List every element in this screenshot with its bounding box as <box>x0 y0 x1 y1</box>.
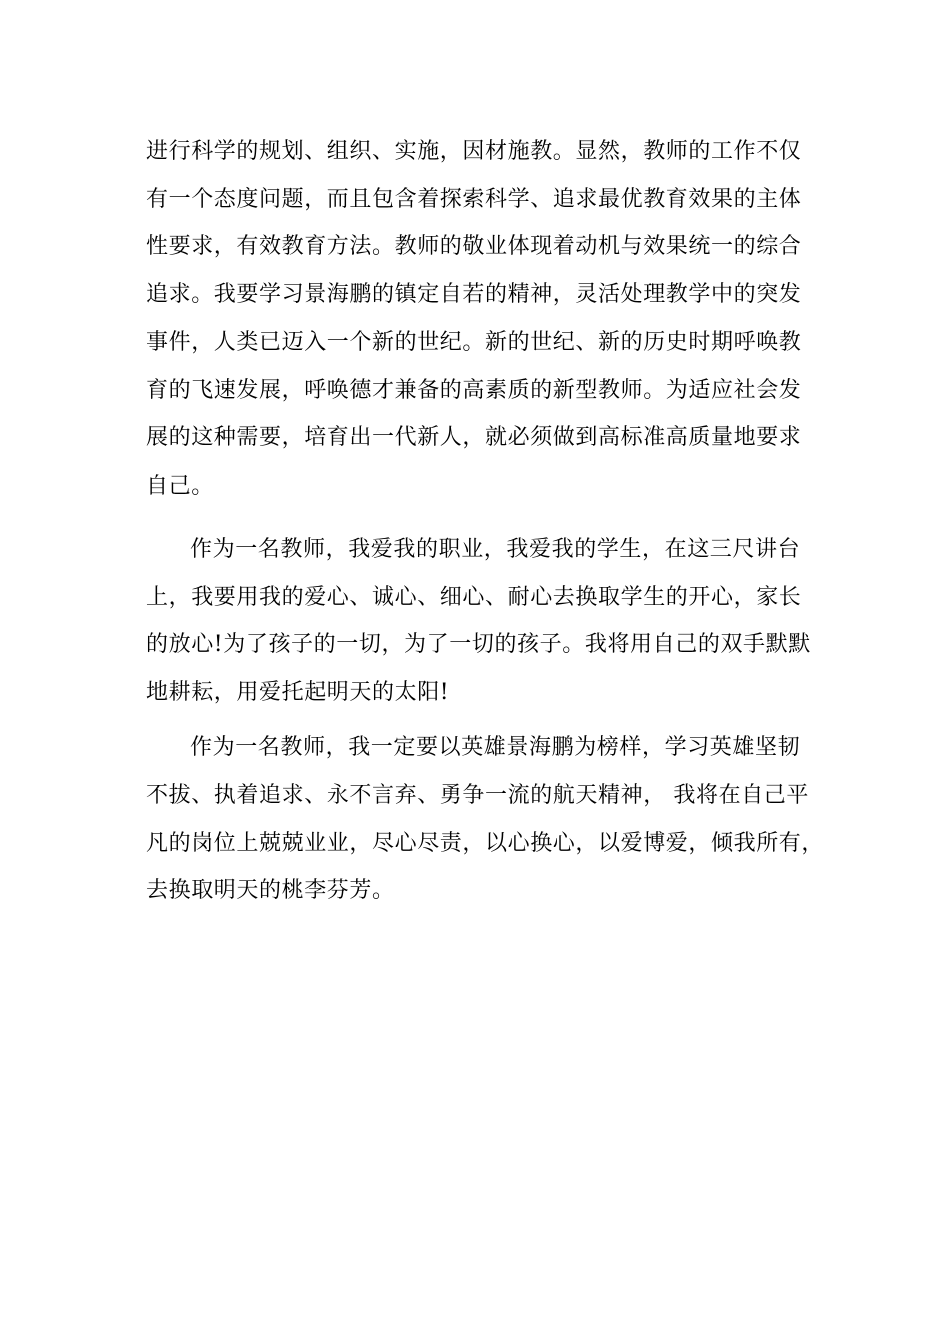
paragraph-line: 追求。我要学习景海鹏的镇定自若的精神，灵活处理教学中的突发 <box>146 282 802 307</box>
paragraph-line: 地耕耘，用爱托起明天的太阳! <box>146 680 450 705</box>
paragraph-line: 作为一名教师，我爱我的职业，我爱我的学生，在这三尺讲台 <box>190 537 801 562</box>
paragraph-line: 自己。 <box>146 474 214 499</box>
paragraph-line: 不拔、执着追求、永不言弃、勇争一流的航天精神， 我将在自己平 <box>146 783 809 808</box>
paragraph-line: 性要求，有效教育方法。教师的敬业体现着动机与效果统一的综合 <box>146 234 802 259</box>
paragraph-line: 展的这种需要，培育出一代新人，就必须做到高标准高质量地要求 <box>146 425 802 450</box>
paragraph-line: 有一个态度问题，而且包含着探索科学、追求最优教育效果的主体 <box>146 187 802 212</box>
paragraph-line: 去换取明天的桃李芬芳。 <box>146 878 395 903</box>
paragraph-line: 凡的岗位上兢兢业业，尽心尽责，以心换心，以爱博爱，倾我所有， <box>146 831 825 856</box>
paragraph-line: 育的飞速发展，呼唤德才兼备的高素质的新型教师。为适应社会发 <box>146 378 802 403</box>
paragraph-line: 事件，人类已迈入一个新的世纪。新的世纪、新的历史时期呼唤教 <box>146 330 802 355</box>
paragraph-line: 作为一名教师，我一定要以英雄景海鹏为榜样，学习英雄坚韧 <box>190 735 801 760</box>
paragraph-line: 的放心!为了孩子的一切，为了一切的孩子。我将用自己的双手默默 <box>146 632 811 657</box>
paragraph-line: 进行科学的规划、组织、实施，因材施教。显然，教师的工作不仅 <box>146 139 802 164</box>
paragraph-line: 上，我要用我的爱心、诚心、细心、耐心去换取学生的开心，家长 <box>146 585 802 610</box>
